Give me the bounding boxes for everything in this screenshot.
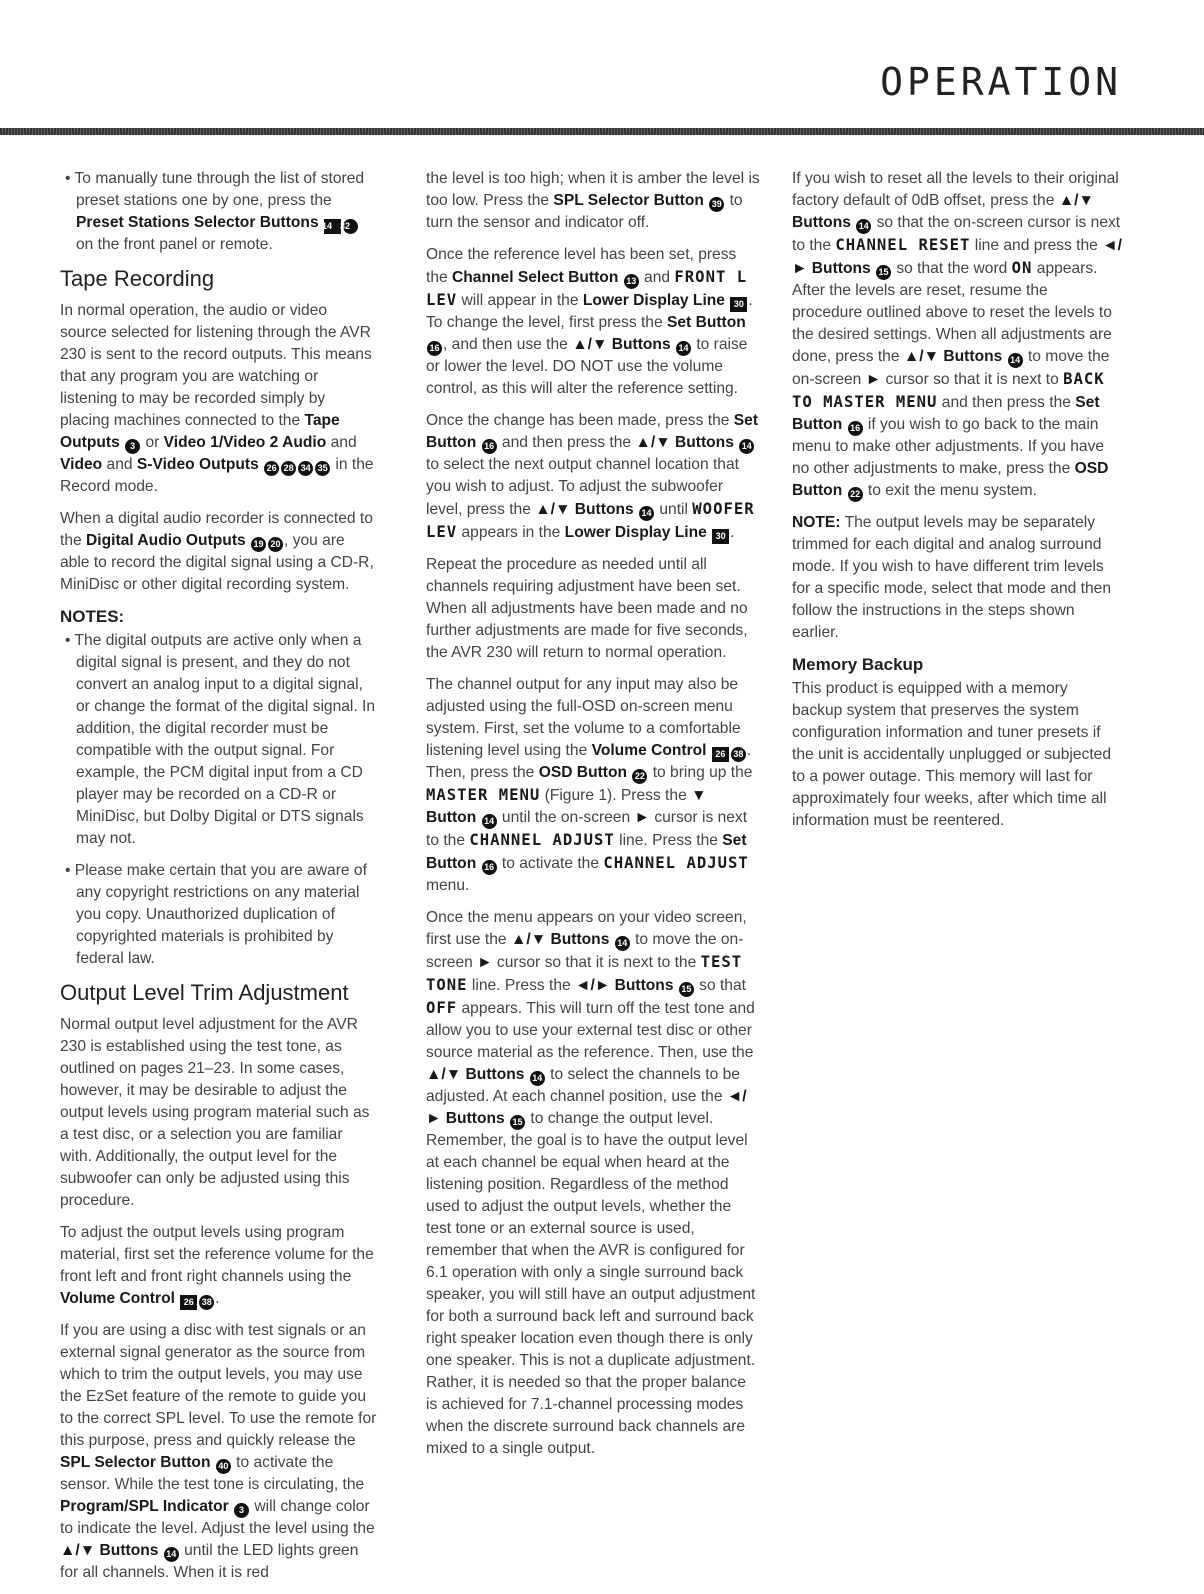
- callout-number: 14: [530, 1071, 545, 1086]
- notes-heading: NOTES:: [60, 607, 125, 626]
- heading-memory-backup: Memory Backup: [792, 655, 924, 674]
- note-item: • The digital outputs are active only when a digital signal is present, and they do not convert an analog input to a digital signal, or change the format of the digital signal. In addition, the digital recorder must be compatible with the output signal. For example, the PCM digital input from a CD player may be recorded on a CD-R or MiniDisc, but Dolby Digital or DTS signals may not.: [65, 632, 376, 847]
- callout-number: 19: [251, 537, 266, 552]
- heading-output-level-trim: Output Level Trim Adjustment: [60, 980, 349, 1005]
- callout-number: 16: [482, 439, 497, 454]
- callout-number: 14: [482, 814, 497, 829]
- note-paragraph: NOTE: The output levels may be separately trimmed for each digital and analog surround mode. If you wish to have different trim levels for a specific mode, select that mode and then follow the instructions in the steps shown earlier.: [792, 514, 1111, 641]
- callout-number: 26: [264, 461, 279, 476]
- callout-number: 14: [676, 341, 691, 356]
- paragraph: The channel output for any input may also be adjusted using the full-OSD on-screen menu system. First, set the volume to a comfortable listening level using the Volume Control 26 38 . Then, press the OSD Button 22 to bring up the MASTER MENU (Figure 1). Press the ▼ Button 14 until the on-screen ► cursor is next to the CHANNEL ADJUST line. Press the Set Button 16 to activate the CHANNEL ADJUST menu.: [426, 676, 753, 894]
- callout-number: 14: [324, 219, 341, 234]
- callout-number: 16: [482, 860, 497, 875]
- callout-number: 14: [164, 1547, 179, 1562]
- callout-number: 34: [298, 461, 313, 476]
- callout-number: 32: [343, 219, 358, 234]
- paragraph: When a digital audio recorder is connected to the Digital Audio Outputs 19 20 , you are able to record the digital signal using a CD-R, MiniDisc or other digital recording system.: [60, 510, 374, 593]
- paragraph: In normal operation, the audio or video source selected for listening through the AVR 230 is sent to the record outputs. This means that any program you are watching or listening to may be recorded simply by placing machines connected to the Tape Outputs 3 or Video 1/Video 2 Audio and Video and S-Video Outputs 26 28 34 35 in the Record mode.: [60, 302, 374, 495]
- paragraph: Normal output level adjustment for the AVR 230 is established using the test tone, as outlined on pages 21–23. In some cases, however, it may be desirable to adjust the output levels using program material such as a test disc, or a selection you are familiar with. Additionally, the output level for the subwoofer can only be adjusted using this procedure.: [60, 1016, 370, 1209]
- callout-number: 15: [876, 265, 891, 280]
- callout-number: 14: [615, 936, 630, 951]
- callout-number: 38: [199, 1295, 214, 1310]
- column-middle: [426, 168, 760, 1470]
- callout-number: 16: [427, 341, 442, 356]
- callout-number: 13: [624, 274, 639, 289]
- callout-number: 22: [632, 769, 647, 784]
- callout-number: 20: [268, 537, 283, 552]
- callout-number: 15: [679, 982, 694, 997]
- callout-number: 14: [856, 219, 871, 234]
- paragraph: Once the change has been made, press the Set Button 16 and then press the ▲/▼ Buttons 14 to select the next output channel location that you wish to adjust. To adjust the subwoofer level, press the ▲/▼ Buttons 14 until WOOFER LEV appears in the Lower Display Line 30 .: [426, 410, 760, 544]
- column-right: [792, 168, 1122, 842]
- callout-number: 38: [731, 747, 746, 762]
- callout-number: 3: [125, 439, 140, 454]
- callout-number: 16: [848, 421, 863, 436]
- bullet-manual-tune: • To manually tune through the list of stored preset stations one by one, press the Preset Stations Selector Buttons 14 32 on the front panel or remote.: [65, 170, 365, 253]
- paragraph: Repeat the procedure as needed until all channels requiring adjustment have been set. When all adjustments have been made and no further adjustments are made for five seconds, the AVR 230 will return to normal operation.: [426, 556, 748, 661]
- paragraph: the level is too high; when it is amber the level is too low. Press the SPL Selector Button 39 to turn the sensor and indicator off.: [426, 170, 760, 231]
- callout-number: 35: [315, 461, 330, 476]
- callout-number: 30: [712, 529, 729, 544]
- paragraph: If you wish to reset all the levels to their original factory default of 0dB offset, press the ▲/▼ Buttons 14 so that the on-screen cursor is next to the CHANNEL RESET line and press the ◄/► Buttons 15 so that the word ON appears. After the levels are reset, resume the procedure outlined above to reset the levels to the desired settings. When all adjustments are done, press the ▲/▼ Buttons 14 to move the on-screen ► cursor so that it is next to BACK TO MASTER MENU and then press the Set Button 16 if you wish to go back to the main menu to make other adjustments. If you have no other adjustments to make, press the OSD Button 22 to exit the menu system.: [792, 168, 1122, 502]
- callout-number: 28: [281, 461, 296, 476]
- callout-number: 40: [216, 1459, 231, 1474]
- paragraph: Once the reference level has been set, press the Channel Select Button 13 and FRONT L LEV will appear in the Lower Display Line 30 . To change the level, first press the Set Button 16 , and then use the ▲/▼ Buttons 14 to raise or lower the level. DO NOT use the volume control, as this will alter the reference setting.: [426, 246, 753, 397]
- note-item: • Please make certain that you are aware of any copyright restrictions on any material you copy. Unauthorized duplication of copyrighted materials is prohibited by federal law.: [65, 862, 367, 967]
- callout-number: 14: [739, 439, 754, 454]
- paragraph: Once the menu appears on your video screen, first use the ▲/▼ Buttons 14 to move the on-screen ► cursor so that it is next to the TEST TONE line. Press the ◄/► Buttons 15 so that OFF appears. This will turn off the test tone and allow you to use your external test disc or other source material as the reference. Then, use the ▲/▼ Buttons 14 to select the channels to be adjusted. At each channel position, use the ◄/► Buttons 15 to change the output level. Remember, the goal is to have the output level at each channel be equal when heard at the listening position. Regardless of the method used to adjust the output levels, whether the test tone or an external source is used, remember that when the AVR is configured for 6.1 operation with only a single surround back speaker, you will still have an output adjustment for both a surround back left and surround back right speaker location even though there is only one speaker. This is not a duplicate adjustment. Rather, it is needed so that the proper balance is achieved for 7.1-channel processing modes when the discrete surround back channels are mixed to a single output.: [426, 909, 756, 1457]
- heading-tape-recording: Tape Recording: [60, 266, 215, 291]
- paragraph: This product is equipped with a memory backup system that preserves the system configuration information and tuner presets if the unit is accidentally unplugged or subjected to a power outage. This memory will last for approximately four weeks, after which time all information must be reentered.: [792, 680, 1112, 829]
- column-left: [60, 168, 378, 1594]
- callout-number: 39: [709, 197, 724, 212]
- callout-number: 26: [712, 747, 729, 762]
- callout-number: 30: [730, 297, 747, 312]
- callout-number: 26: [180, 1295, 197, 1310]
- callout-number: 22: [848, 487, 863, 502]
- page-title: OPERATION: [880, 60, 1122, 104]
- callout-number: 3: [234, 1503, 249, 1518]
- paragraph: To adjust the output levels using program material, first set the reference volume for the front left and front right channels using the Volume Control 26 38 .: [60, 1222, 378, 1310]
- header-rule: [0, 128, 1204, 135]
- callout-number: 15: [510, 1115, 525, 1130]
- paragraph: If you are using a disc with test signals or an external signal generator as the source from which to trim the output levels, you may use the EzSet feature of the remote to guide you to the correct SPL level. To use the remote for this purpose, press and quickly release the SPL Selector Button 40 to activate the sensor. While the test tone is circulating, the Program/SPL Indicator 3 will change color to indicate the level. Adjust the level using the ▲/▼ Buttons 14 until the LED lights green for all channels. When it is red: [60, 1322, 377, 1581]
- callout-number: 14: [639, 506, 654, 521]
- callout-number: 14: [1008, 353, 1023, 368]
